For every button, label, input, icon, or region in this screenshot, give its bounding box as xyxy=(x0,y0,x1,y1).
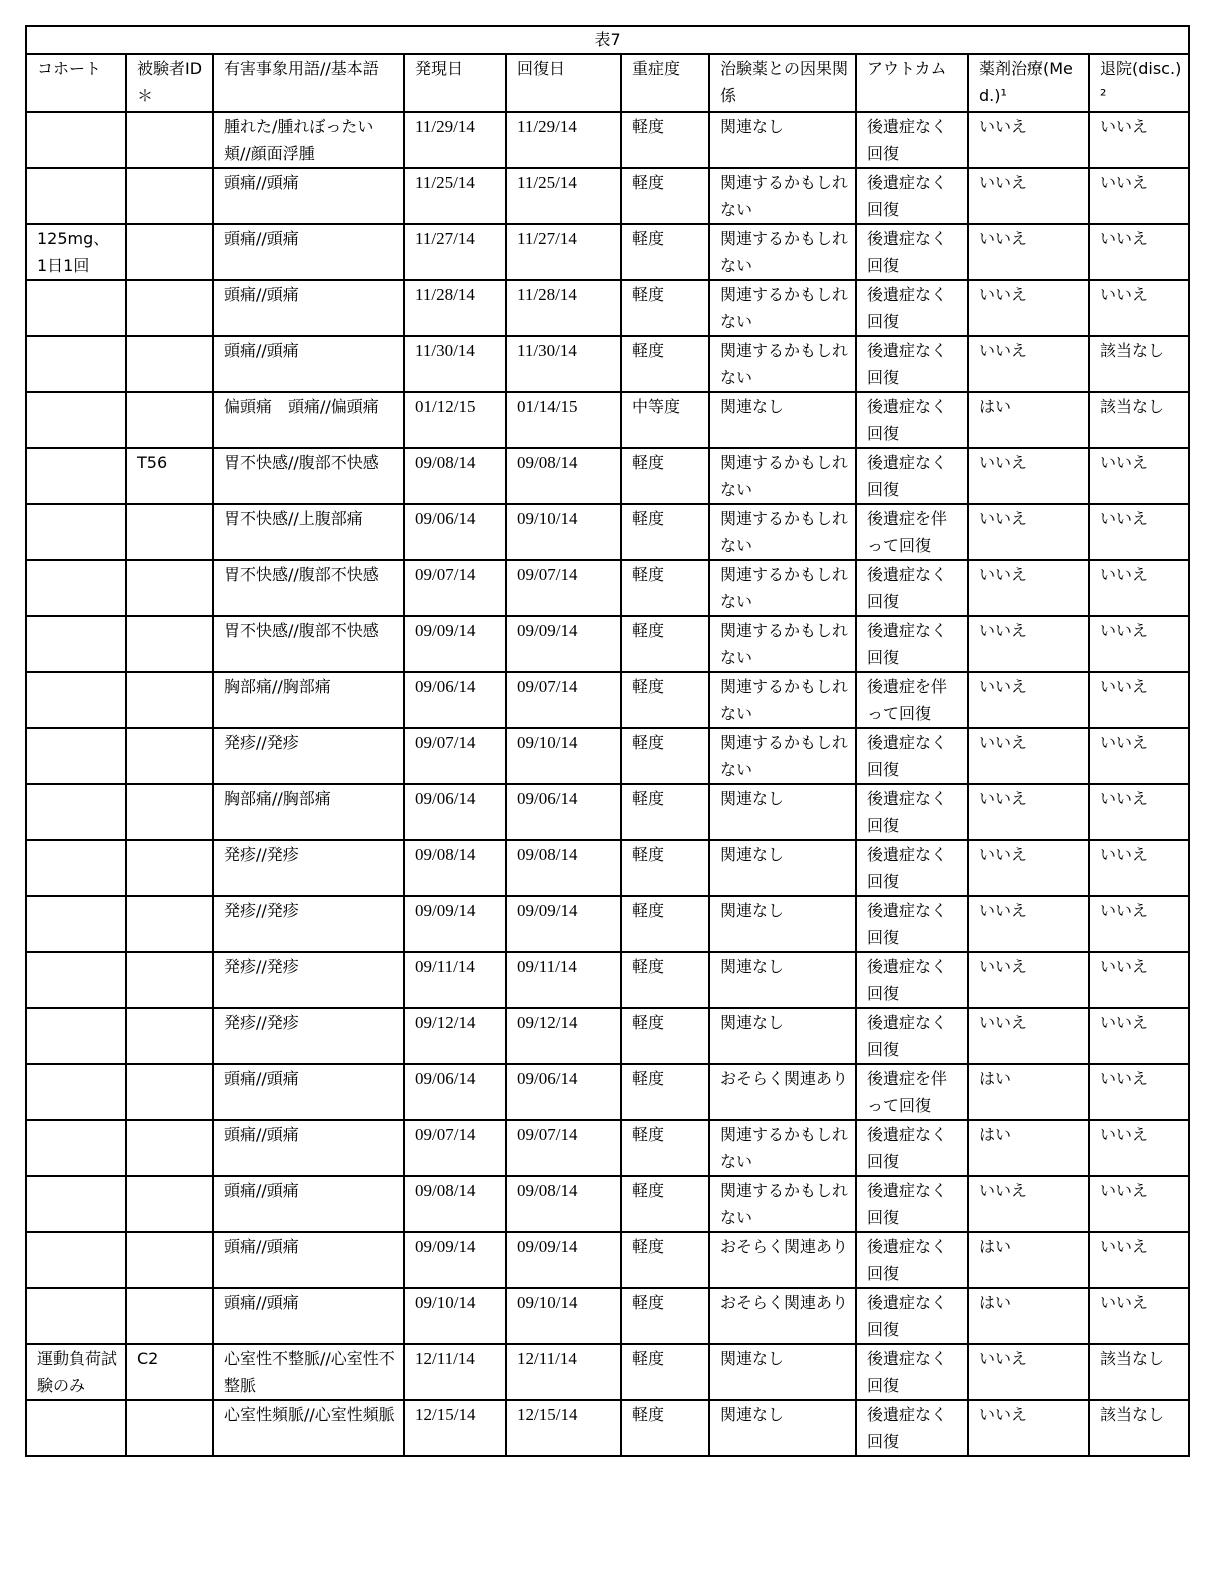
cell-medication: いいえ xyxy=(968,224,1089,280)
cell-causality: おそらく関連あり xyxy=(709,1288,856,1344)
cell-medication: はい xyxy=(968,392,1089,448)
cell-cohort xyxy=(26,784,126,840)
cell-cohort xyxy=(26,1064,126,1120)
cell-discharge: いいえ xyxy=(1089,1232,1189,1288)
cell-onset-date: 09/10/14 xyxy=(404,1288,506,1344)
cell-ae-term: 頭痛//頭痛 xyxy=(213,336,404,392)
cell-discharge: 該当なし xyxy=(1089,1400,1189,1456)
cell-severity: 軽度 xyxy=(621,448,709,504)
cell-causality: 関連するかもしれない xyxy=(709,336,856,392)
cell-outcome: 後遺症なく回復 xyxy=(856,1400,968,1456)
cell-causality: 関連するかもしれない xyxy=(709,560,856,616)
cell-severity: 軽度 xyxy=(621,1232,709,1288)
cell-ae-term: 発疹//発疹 xyxy=(213,952,404,1008)
cell-subject-id xyxy=(126,224,213,280)
cell-severity: 軽度 xyxy=(621,280,709,336)
cell-recovery-date: 09/07/14 xyxy=(506,560,621,616)
cell-severity: 軽度 xyxy=(621,504,709,560)
table-row xyxy=(26,1008,1189,1064)
table-row xyxy=(26,392,1189,448)
cell-ae-term: 発疹//発疹 xyxy=(213,728,404,784)
table-row xyxy=(26,1400,1189,1456)
cell-onset-date: 12/11/14 xyxy=(404,1344,506,1400)
cell-ae-term: 胃不快感//上腹部痛 xyxy=(213,504,404,560)
cell-medication: はい xyxy=(968,1288,1089,1344)
cell-recovery-date: 09/08/14 xyxy=(506,448,621,504)
cell-ae-term: 発疹//発疹 xyxy=(213,1008,404,1064)
cell-subject-id xyxy=(126,1288,213,1344)
cell-discharge: いいえ xyxy=(1089,1120,1189,1176)
cell-onset-date: 11/25/14 xyxy=(404,168,506,224)
cell-recovery-date: 12/15/14 xyxy=(506,1400,621,1456)
cell-medication: いいえ xyxy=(968,728,1089,784)
cell-causality: 関連するかもしれない xyxy=(709,280,856,336)
header-subject-id: 被験者ID＊ xyxy=(126,54,213,112)
cell-subject-id xyxy=(126,1008,213,1064)
cell-severity: 軽度 xyxy=(621,784,709,840)
cell-outcome: 後遺症なく回復 xyxy=(856,616,968,672)
cell-recovery-date: 09/06/14 xyxy=(506,784,621,840)
cell-causality: 関連するかもしれない xyxy=(709,504,856,560)
table-row xyxy=(26,336,1189,392)
cell-ae-term: 腫れた/腫れぼったい頬//顔面浮腫 xyxy=(213,112,404,168)
cell-causality: おそらく関連あり xyxy=(709,1064,856,1120)
cell-ae-term: 心室性不整脈//心室性不整脈 xyxy=(213,1344,404,1400)
table-row xyxy=(26,896,1189,952)
cell-causality: 関連なし xyxy=(709,840,856,896)
cell-discharge: いいえ xyxy=(1089,728,1189,784)
cell-severity: 軽度 xyxy=(621,952,709,1008)
cell-ae-term: 発疹//発疹 xyxy=(213,840,404,896)
cell-recovery-date: 09/10/14 xyxy=(506,1288,621,1344)
cell-outcome: 後遺症を伴って回復 xyxy=(856,1064,968,1120)
cell-medication: いいえ xyxy=(968,280,1089,336)
cell-subject-id xyxy=(126,672,213,728)
cell-medication: いいえ xyxy=(968,168,1089,224)
cell-severity: 軽度 xyxy=(621,1176,709,1232)
cell-outcome: 後遺症なく回復 xyxy=(856,728,968,784)
cell-causality: 関連するかもしれない xyxy=(709,168,856,224)
cell-medication: いいえ xyxy=(968,1400,1089,1456)
cell-outcome: 後遺症なく回復 xyxy=(856,1120,968,1176)
table-row xyxy=(26,952,1189,1008)
cell-severity: 中等度 xyxy=(621,392,709,448)
cell-causality: 関連するかもしれない xyxy=(709,1120,856,1176)
cell-cohort xyxy=(26,1400,126,1456)
cell-medication: いいえ xyxy=(968,1176,1089,1232)
cell-cohort xyxy=(26,1176,126,1232)
cell-onset-date: 09/08/14 xyxy=(404,448,506,504)
cell-onset-date: 11/27/14 xyxy=(404,224,506,280)
table-row xyxy=(26,840,1189,896)
table-row xyxy=(26,1120,1189,1176)
cell-causality: 関連なし xyxy=(709,784,856,840)
cell-discharge: 該当なし xyxy=(1089,392,1189,448)
cell-severity: 軽度 xyxy=(621,1008,709,1064)
cell-ae-term: 頭痛//頭痛 xyxy=(213,1064,404,1120)
cell-recovery-date: 11/28/14 xyxy=(506,280,621,336)
cell-onset-date: 11/28/14 xyxy=(404,280,506,336)
cell-recovery-date: 11/30/14 xyxy=(506,336,621,392)
cell-cohort xyxy=(26,896,126,952)
cell-subject-id xyxy=(126,1120,213,1176)
cell-discharge: いいえ xyxy=(1089,280,1189,336)
cell-recovery-date: 11/27/14 xyxy=(506,224,621,280)
cell-cohort xyxy=(26,504,126,560)
cell-causality: 関連するかもしれない xyxy=(709,448,856,504)
cell-discharge: いいえ xyxy=(1089,560,1189,616)
header-discharge: 退院(disc.)² xyxy=(1089,54,1189,112)
cell-ae-term: 胃不快感//腹部不快感 xyxy=(213,616,404,672)
cell-severity: 軽度 xyxy=(621,672,709,728)
cell-cohort xyxy=(26,840,126,896)
cell-medication: いいえ xyxy=(968,448,1089,504)
table-row xyxy=(26,560,1189,616)
header-ae-term: 有害事象用語//基本語 xyxy=(213,54,404,112)
header-outcome: アウトカム xyxy=(856,54,968,112)
cell-medication: いいえ xyxy=(968,504,1089,560)
table-row xyxy=(26,672,1189,728)
cell-onset-date: 12/15/14 xyxy=(404,1400,506,1456)
cell-recovery-date: 09/09/14 xyxy=(506,896,621,952)
cell-medication: いいえ xyxy=(968,784,1089,840)
table-row xyxy=(26,1344,1189,1400)
cell-discharge: いいえ xyxy=(1089,448,1189,504)
table-row xyxy=(26,784,1189,840)
cell-onset-date: 09/07/14 xyxy=(404,728,506,784)
cell-discharge: いいえ xyxy=(1089,224,1189,280)
cell-discharge: いいえ xyxy=(1089,952,1189,1008)
cell-outcome: 後遺症なく回復 xyxy=(856,1176,968,1232)
cell-ae-term: 胸部痛//胸部痛 xyxy=(213,784,404,840)
table-row xyxy=(26,224,1189,280)
cell-outcome: 後遺症なく回復 xyxy=(856,840,968,896)
cell-severity: 軽度 xyxy=(621,896,709,952)
cell-causality: 関連なし xyxy=(709,1344,856,1400)
header-recovery-date: 回復日 xyxy=(506,54,621,112)
cell-recovery-date: 09/07/14 xyxy=(506,672,621,728)
cell-onset-date: 09/06/14 xyxy=(404,784,506,840)
cell-discharge: いいえ xyxy=(1089,1288,1189,1344)
cell-ae-term: 頭痛//頭痛 xyxy=(213,1120,404,1176)
cell-outcome: 後遺症を伴って回復 xyxy=(856,504,968,560)
table-row xyxy=(26,1176,1189,1232)
cell-onset-date: 09/09/14 xyxy=(404,896,506,952)
cell-recovery-date: 09/11/14 xyxy=(506,952,621,1008)
cell-causality: 関連するかもしれない xyxy=(709,672,856,728)
cell-ae-term: 胃不快感//腹部不快感 xyxy=(213,560,404,616)
cell-medication: はい xyxy=(968,1120,1089,1176)
adverse-events-table xyxy=(25,25,1190,1457)
cell-onset-date: 09/07/14 xyxy=(404,560,506,616)
cell-onset-date: 09/08/14 xyxy=(404,840,506,896)
cell-severity: 軽度 xyxy=(621,1400,709,1456)
cell-outcome: 後遺症なく回復 xyxy=(856,448,968,504)
cell-cohort xyxy=(26,1232,126,1288)
cell-ae-term: 心室性頻脈//心室性頻脈 xyxy=(213,1400,404,1456)
cell-ae-term: 頭痛//頭痛 xyxy=(213,1232,404,1288)
cell-ae-term: 胃不快感//腹部不快感 xyxy=(213,448,404,504)
cell-discharge: いいえ xyxy=(1089,504,1189,560)
cell-recovery-date: 09/08/14 xyxy=(506,1176,621,1232)
cell-subject-id xyxy=(126,1176,213,1232)
cell-recovery-date: 09/12/14 xyxy=(506,1008,621,1064)
cell-subject-id xyxy=(126,952,213,1008)
cell-ae-term: 頭痛//頭痛 xyxy=(213,1288,404,1344)
table-row xyxy=(26,112,1189,168)
cell-subject-id xyxy=(126,1064,213,1120)
cell-recovery-date: 09/07/14 xyxy=(506,1120,621,1176)
cell-causality: 関連するかもしれない xyxy=(709,616,856,672)
cell-cohort xyxy=(26,952,126,1008)
cell-medication: いいえ xyxy=(968,952,1089,1008)
cell-ae-term: 偏頭痛 頭痛//偏頭痛 xyxy=(213,392,404,448)
cell-recovery-date: 11/25/14 xyxy=(506,168,621,224)
cell-medication: いいえ xyxy=(968,112,1089,168)
table-row xyxy=(26,1232,1189,1288)
cell-medication: いいえ xyxy=(968,336,1089,392)
header-severity: 重症度 xyxy=(621,54,709,112)
cell-outcome: 後遺症なく回復 xyxy=(856,560,968,616)
cell-recovery-date: 09/06/14 xyxy=(506,1064,621,1120)
cell-onset-date: 09/12/14 xyxy=(404,1008,506,1064)
cell-medication: いいえ xyxy=(968,616,1089,672)
cell-severity: 軽度 xyxy=(621,1288,709,1344)
cell-cohort xyxy=(26,1008,126,1064)
cell-onset-date: 09/08/14 xyxy=(404,1176,506,1232)
cell-severity: 軽度 xyxy=(621,728,709,784)
cell-cohort xyxy=(26,560,126,616)
cell-causality: 関連なし xyxy=(709,896,856,952)
cell-cohort xyxy=(26,672,126,728)
cell-causality: 関連なし xyxy=(709,392,856,448)
cell-discharge: いいえ xyxy=(1089,896,1189,952)
cell-onset-date: 09/09/14 xyxy=(404,616,506,672)
cell-medication: いいえ xyxy=(968,840,1089,896)
header-cohort: コホート xyxy=(26,54,126,112)
cell-cohort xyxy=(26,616,126,672)
cell-subject-id xyxy=(126,560,213,616)
header-onset-date: 発現日 xyxy=(404,54,506,112)
cell-subject-id: C2 xyxy=(126,1344,213,1400)
cell-outcome: 後遺症なく回復 xyxy=(856,336,968,392)
table-title: 表7 xyxy=(26,26,1189,54)
cell-discharge: 該当なし xyxy=(1089,336,1189,392)
cell-outcome: 後遺症なく回復 xyxy=(856,896,968,952)
cell-discharge: いいえ xyxy=(1089,840,1189,896)
cell-ae-term: 頭痛//頭痛 xyxy=(213,224,404,280)
cell-discharge: いいえ xyxy=(1089,1064,1189,1120)
cell-medication: いいえ xyxy=(968,896,1089,952)
table-row xyxy=(26,728,1189,784)
cell-causality: 関連するかもしれない xyxy=(709,1176,856,1232)
cell-causality: 関連なし xyxy=(709,952,856,1008)
cell-causality: 関連なし xyxy=(709,1008,856,1064)
cell-cohort: 運動負荷試験のみ xyxy=(26,1344,126,1400)
cell-outcome: 後遺症なく回復 xyxy=(856,112,968,168)
cell-severity: 軽度 xyxy=(621,1344,709,1400)
cell-onset-date: 09/09/14 xyxy=(404,1232,506,1288)
cell-causality: 関連なし xyxy=(709,1400,856,1456)
cell-cohort xyxy=(26,728,126,784)
cell-recovery-date: 09/08/14 xyxy=(506,840,621,896)
cell-ae-term: 頭痛//頭痛 xyxy=(213,1176,404,1232)
cell-subject-id xyxy=(126,616,213,672)
cell-cohort: 125mg、1日1回 xyxy=(26,224,126,280)
cell-causality: 関連するかもしれない xyxy=(709,224,856,280)
cell-subject-id xyxy=(126,840,213,896)
cell-medication: いいえ xyxy=(968,560,1089,616)
cell-cohort xyxy=(26,336,126,392)
cell-subject-id xyxy=(126,1232,213,1288)
cell-onset-date: 11/29/14 xyxy=(404,112,506,168)
cell-subject-id xyxy=(126,280,213,336)
cell-onset-date: 09/06/14 xyxy=(404,672,506,728)
cell-onset-date: 09/06/14 xyxy=(404,504,506,560)
cell-subject-id xyxy=(126,392,213,448)
cell-medication: いいえ xyxy=(968,1344,1089,1400)
cell-causality: おそらく関連あり xyxy=(709,1232,856,1288)
cell-medication: はい xyxy=(968,1232,1089,1288)
cell-subject-id xyxy=(126,784,213,840)
cell-ae-term: 頭痛//頭痛 xyxy=(213,168,404,224)
cell-severity: 軽度 xyxy=(621,560,709,616)
cell-onset-date: 09/11/14 xyxy=(404,952,506,1008)
header-causality: 治験薬との因果関係 xyxy=(709,54,856,112)
cell-cohort xyxy=(26,280,126,336)
cell-discharge: いいえ xyxy=(1089,672,1189,728)
cell-outcome: 後遺症なく回復 xyxy=(856,1008,968,1064)
table-row xyxy=(26,616,1189,672)
cell-subject-id xyxy=(126,504,213,560)
cell-subject-id xyxy=(126,1400,213,1456)
cell-recovery-date: 11/29/14 xyxy=(506,112,621,168)
cell-discharge: いいえ xyxy=(1089,784,1189,840)
cell-discharge: いいえ xyxy=(1089,1008,1189,1064)
cell-subject-id xyxy=(126,168,213,224)
cell-outcome: 後遺症を伴って回復 xyxy=(856,672,968,728)
header-medication: 薬剤治療(Med.)¹ xyxy=(968,54,1089,112)
cell-cohort xyxy=(26,448,126,504)
table-row xyxy=(26,1288,1189,1344)
cell-discharge: 該当なし xyxy=(1089,1344,1189,1400)
cell-subject-id xyxy=(126,112,213,168)
cell-onset-date: 11/30/14 xyxy=(404,336,506,392)
cell-outcome: 後遺症なく回復 xyxy=(856,1344,968,1400)
cell-outcome: 後遺症なく回復 xyxy=(856,392,968,448)
cell-severity: 軽度 xyxy=(621,1120,709,1176)
table-row xyxy=(26,280,1189,336)
cell-ae-term: 胸部痛//胸部痛 xyxy=(213,672,404,728)
cell-recovery-date: 01/14/15 xyxy=(506,392,621,448)
cell-severity: 軽度 xyxy=(621,840,709,896)
cell-onset-date: 09/07/14 xyxy=(404,1120,506,1176)
cell-cohort xyxy=(26,1120,126,1176)
cell-discharge: いいえ xyxy=(1089,168,1189,224)
cell-cohort xyxy=(26,392,126,448)
cell-ae-term: 頭痛//頭痛 xyxy=(213,280,404,336)
cell-severity: 軽度 xyxy=(621,336,709,392)
table-row xyxy=(26,168,1189,224)
cell-outcome: 後遺症なく回復 xyxy=(856,1232,968,1288)
cell-outcome: 後遺症なく回復 xyxy=(856,224,968,280)
cell-severity: 軽度 xyxy=(621,168,709,224)
cell-cohort xyxy=(26,112,126,168)
cell-severity: 軽度 xyxy=(621,112,709,168)
cell-recovery-date: 09/09/14 xyxy=(506,1232,621,1288)
cell-severity: 軽度 xyxy=(621,1064,709,1120)
cell-recovery-date: 12/11/14 xyxy=(506,1344,621,1400)
cell-severity: 軽度 xyxy=(621,616,709,672)
cell-outcome: 後遺症なく回復 xyxy=(856,168,968,224)
cell-onset-date: 01/12/15 xyxy=(404,392,506,448)
cell-subject-id xyxy=(126,336,213,392)
cell-subject-id: T56 xyxy=(126,448,213,504)
cell-causality: 関連するかもしれない xyxy=(709,728,856,784)
cell-recovery-date: 09/09/14 xyxy=(506,616,621,672)
cell-outcome: 後遺症なく回復 xyxy=(856,952,968,1008)
cell-outcome: 後遺症なく回復 xyxy=(856,280,968,336)
cell-discharge: いいえ xyxy=(1089,1176,1189,1232)
table-row xyxy=(26,448,1189,504)
cell-medication: いいえ xyxy=(968,1008,1089,1064)
cell-discharge: いいえ xyxy=(1089,112,1189,168)
cell-subject-id xyxy=(126,896,213,952)
cell-cohort xyxy=(26,1288,126,1344)
table-row xyxy=(26,504,1189,560)
cell-subject-id xyxy=(126,728,213,784)
cell-recovery-date: 09/10/14 xyxy=(506,504,621,560)
cell-severity: 軽度 xyxy=(621,224,709,280)
cell-onset-date: 09/06/14 xyxy=(404,1064,506,1120)
cell-ae-term: 発疹//発疹 xyxy=(213,896,404,952)
cell-discharge: いいえ xyxy=(1089,616,1189,672)
cell-cohort xyxy=(26,168,126,224)
cell-medication: いいえ xyxy=(968,672,1089,728)
cell-causality: 関連なし xyxy=(709,112,856,168)
table-row xyxy=(26,1064,1189,1120)
cell-outcome: 後遺症なく回復 xyxy=(856,784,968,840)
cell-recovery-date: 09/10/14 xyxy=(506,728,621,784)
cell-outcome: 後遺症なく回復 xyxy=(856,1288,968,1344)
cell-medication: はい xyxy=(968,1064,1089,1120)
header-row xyxy=(26,54,1189,112)
